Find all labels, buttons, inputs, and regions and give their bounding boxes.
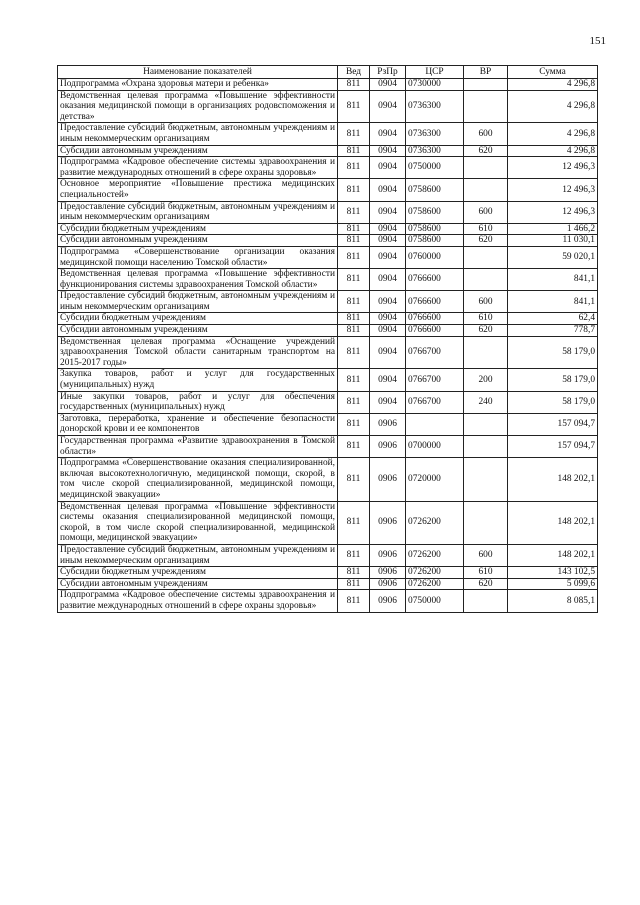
cell-rzpr: 0906 (370, 413, 406, 435)
cell-sum: 12 496,3 (508, 179, 598, 201)
cell-rzpr: 0904 (370, 123, 406, 145)
cell-ved: 811 (338, 201, 370, 223)
cell-vr (464, 90, 508, 123)
cell-name: Предоставление субсидий бюджетным, автономным учреждениям и иным некоммерческим организациям (58, 123, 338, 145)
cell-rzpr: 0904 (370, 235, 406, 247)
cell-rzpr: 0904 (370, 246, 406, 268)
cell-vr: 620 (464, 145, 508, 157)
table-row (58, 436, 598, 458)
cell-csr: 0766600 (406, 269, 464, 291)
cell-csr: 0720000 (406, 458, 464, 501)
cell-sum: 58 179,0 (508, 369, 598, 391)
cell-sum: 4 296,8 (508, 79, 598, 91)
cell-rzpr: 0904 (370, 336, 406, 369)
cell-vr (464, 501, 508, 544)
cell-sum: 4 296,8 (508, 145, 598, 157)
cell-name: Подпрограмма «Кадровое обеспечение системы здравоохранения и развитие международных отношений в сфере охраны здоровья» (58, 157, 338, 179)
cell-rzpr: 0904 (370, 201, 406, 223)
cell-csr (406, 413, 464, 435)
cell-ved: 811 (338, 313, 370, 325)
cell-csr: 0760000 (406, 246, 464, 268)
cell-vr: 620 (464, 578, 508, 590)
header-vr: ВР (464, 66, 508, 79)
cell-name: Государственная программа «Развитие здравоохранения в Томской области» (58, 436, 338, 458)
table-row (58, 336, 598, 369)
cell-csr: 0726200 (406, 578, 464, 590)
cell-name: Ведомственная целевая программа «Оснащение учреждений здравоохранения Томской области санитарным транспортом на 2015-2017 годы» (58, 336, 338, 369)
cell-sum: 58 179,0 (508, 336, 598, 369)
cell-rzpr: 0904 (370, 179, 406, 201)
table-row (58, 567, 598, 579)
cell-ved: 811 (338, 223, 370, 235)
cell-ved: 811 (338, 590, 370, 612)
header-rzpr: РзПр (370, 66, 406, 79)
cell-vr: 600 (464, 544, 508, 566)
cell-sum: 4 296,8 (508, 123, 598, 145)
cell-ved: 811 (338, 269, 370, 291)
cell-vr: 620 (464, 325, 508, 337)
header-ved: Вед (338, 66, 370, 79)
cell-csr: 0750000 (406, 157, 464, 179)
cell-ved: 811 (338, 291, 370, 313)
cell-sum: 1 466,2 (508, 223, 598, 235)
table-row (58, 458, 598, 501)
cell-vr (464, 436, 508, 458)
cell-rzpr: 0906 (370, 544, 406, 566)
table-row (58, 235, 598, 247)
cell-sum: 143 102,5 (508, 567, 598, 579)
cell-sum: 5 099,6 (508, 578, 598, 590)
cell-csr: 0766700 (406, 391, 464, 413)
cell-vr (464, 336, 508, 369)
cell-name: Ведомственная целевая программа «Повышение эффективности системы оказания специализированной медицинской помощи, скорой, в том числе скорой специализированной, медицинской помощи, медицинской эвакуации» (58, 501, 338, 544)
cell-csr: 0758600 (406, 179, 464, 201)
cell-name: Подпрограмма «Кадровое обеспечение системы здравоохранения и развитие международных отношений в сфере охраны здоровья» (58, 590, 338, 612)
cell-sum: 148 202,1 (508, 501, 598, 544)
cell-ved: 811 (338, 501, 370, 544)
cell-vr (464, 246, 508, 268)
table-row (58, 578, 598, 590)
cell-ved: 811 (338, 123, 370, 145)
cell-vr: 620 (464, 235, 508, 247)
cell-name: Субсидии бюджетным учреждениям (58, 567, 338, 579)
cell-ved: 811 (338, 413, 370, 435)
cell-rzpr: 0906 (370, 578, 406, 590)
cell-rzpr: 0904 (370, 325, 406, 337)
table-row (58, 246, 598, 268)
cell-vr: 600 (464, 123, 508, 145)
cell-csr: 0766600 (406, 325, 464, 337)
cell-name: Ведомственная целевая программа «Повышение эффективности оказания медицинской помощи в организациях родовспоможения и детства» (58, 90, 338, 123)
cell-rzpr: 0904 (370, 269, 406, 291)
table-body (58, 79, 598, 613)
cell-ved: 811 (338, 458, 370, 501)
cell-rzpr: 0906 (370, 501, 406, 544)
cell-csr: 0726200 (406, 567, 464, 579)
cell-csr: 0766600 (406, 291, 464, 313)
cell-name: Предоставление субсидий бюджетным, автономным учреждениям и иным некоммерческим организациям (58, 291, 338, 313)
cell-name: Субсидии автономным учреждениям (58, 578, 338, 590)
cell-ved: 811 (338, 325, 370, 337)
cell-ved: 811 (338, 578, 370, 590)
cell-ved: 811 (338, 336, 370, 369)
cell-ved: 811 (338, 567, 370, 579)
cell-sum: 62,4 (508, 313, 598, 325)
cell-sum: 12 496,3 (508, 157, 598, 179)
cell-sum: 4 296,8 (508, 90, 598, 123)
cell-vr: 240 (464, 391, 508, 413)
table-row (58, 369, 598, 391)
table-row (58, 223, 598, 235)
cell-csr: 0758600 (406, 201, 464, 223)
cell-name: Ведомственная целевая программа «Повышение эффективности функционирования системы здравоохранения Томской области» (58, 269, 338, 291)
table-header-row (58, 66, 598, 79)
cell-vr: 610 (464, 567, 508, 579)
cell-vr (464, 590, 508, 612)
cell-name: Субсидии автономным учреждениям (58, 145, 338, 157)
cell-rzpr: 0904 (370, 223, 406, 235)
table-row (58, 269, 598, 291)
cell-sum: 11 030,1 (508, 235, 598, 247)
cell-rzpr: 0904 (370, 313, 406, 325)
cell-ved: 811 (338, 179, 370, 201)
cell-csr: 0736300 (406, 123, 464, 145)
cell-vr (464, 79, 508, 91)
cell-sum: 148 202,1 (508, 544, 598, 566)
table-row (58, 501, 598, 544)
cell-vr: 600 (464, 201, 508, 223)
cell-sum: 841,1 (508, 269, 598, 291)
cell-vr: 600 (464, 291, 508, 313)
cell-name: Предоставление субсидий бюджетным, автономным учреждениям и иным некоммерческим организациям (58, 201, 338, 223)
cell-name: Субсидии автономным учреждениям (58, 325, 338, 337)
cell-name: Подпрограмма «Совершенствование организации оказания медицинской помощи населению Томской области» (58, 246, 338, 268)
cell-name: Закупка товаров, работ и услуг для государственных (муниципальных) нужд (58, 369, 338, 391)
table-row (58, 391, 598, 413)
cell-csr: 0726200 (406, 544, 464, 566)
cell-sum: 8 085,1 (508, 590, 598, 612)
cell-name: Субсидии бюджетным учреждениям (58, 223, 338, 235)
table-row (58, 201, 598, 223)
table-row (58, 313, 598, 325)
cell-name: Подпрограмма «Охрана здоровья матери и ребенка» (58, 79, 338, 91)
cell-name: Подпрограмма «Совершенствование оказания специализированной, включая высокотехнологичную, медицинской помощи, скорой, в том числе скорой специализированной, медицинской помощи, медицинской эвакуации» (58, 458, 338, 501)
table-row (58, 325, 598, 337)
table-row (58, 291, 598, 313)
cell-name: Иные закупки товаров, работ и услуг для обеспечения государственных (муниципальных) нужд (58, 391, 338, 413)
cell-ved: 811 (338, 145, 370, 157)
cell-vr: 200 (464, 369, 508, 391)
cell-rzpr: 0906 (370, 458, 406, 501)
cell-ved: 811 (338, 157, 370, 179)
cell-ved: 811 (338, 369, 370, 391)
cell-csr: 0730000 (406, 79, 464, 91)
cell-vr: 610 (464, 313, 508, 325)
cell-rzpr: 0904 (370, 79, 406, 91)
cell-rzpr: 0906 (370, 590, 406, 612)
cell-csr: 0766700 (406, 336, 464, 369)
table-row (58, 179, 598, 201)
cell-sum: 841,1 (508, 291, 598, 313)
cell-csr: 0736300 (406, 145, 464, 157)
cell-rzpr: 0904 (370, 391, 406, 413)
cell-rzpr: 0904 (370, 369, 406, 391)
table-row (58, 123, 598, 145)
cell-ved: 811 (338, 246, 370, 268)
cell-ved: 811 (338, 436, 370, 458)
cell-name: Основное мероприятие «Повышение престижа медицинских специальностей» (58, 179, 338, 201)
cell-sum: 157 094,7 (508, 436, 598, 458)
cell-sum: 148 202,1 (508, 458, 598, 501)
cell-csr: 0750000 (406, 590, 464, 612)
cell-csr: 0766700 (406, 369, 464, 391)
cell-name: Предоставление субсидий бюджетным, автономным учреждениям и иным некоммерческим организациям (58, 544, 338, 566)
cell-csr: 0726200 (406, 501, 464, 544)
cell-rzpr: 0906 (370, 436, 406, 458)
cell-sum: 12 496,3 (508, 201, 598, 223)
cell-vr (464, 157, 508, 179)
table-row (58, 413, 598, 435)
cell-vr (464, 269, 508, 291)
table-row (58, 544, 598, 566)
table-row (58, 79, 598, 91)
budget-table (57, 65, 598, 613)
cell-csr: 0758600 (406, 223, 464, 235)
page-number: 151 (589, 35, 606, 47)
cell-ved: 811 (338, 90, 370, 123)
cell-rzpr: 0906 (370, 567, 406, 579)
header-sum: Сумма (508, 66, 598, 79)
table-row (58, 145, 598, 157)
cell-ved: 811 (338, 391, 370, 413)
cell-csr: 0758600 (406, 235, 464, 247)
cell-vr (464, 413, 508, 435)
cell-vr (464, 458, 508, 501)
cell-ved: 811 (338, 235, 370, 247)
cell-ved: 811 (338, 544, 370, 566)
table-row (58, 90, 598, 123)
cell-rzpr: 0904 (370, 291, 406, 313)
cell-sum: 157 094,7 (508, 413, 598, 435)
cell-rzpr: 0904 (370, 145, 406, 157)
cell-vr: 610 (464, 223, 508, 235)
cell-csr: 0700000 (406, 436, 464, 458)
cell-name: Субсидии бюджетным учреждениям (58, 313, 338, 325)
cell-csr: 0736300 (406, 90, 464, 123)
cell-sum: 778,7 (508, 325, 598, 337)
header-name: Наименование показателей (58, 66, 338, 79)
cell-name: Субсидии автономным учреждениям (58, 235, 338, 247)
cell-vr (464, 179, 508, 201)
header-csr: ЦСР (406, 66, 464, 79)
cell-ved: 811 (338, 79, 370, 91)
cell-rzpr: 0904 (370, 90, 406, 123)
cell-sum: 59 020,1 (508, 246, 598, 268)
table-row (58, 157, 598, 179)
cell-csr: 0766600 (406, 313, 464, 325)
cell-rzpr: 0904 (370, 157, 406, 179)
cell-sum: 58 179,0 (508, 391, 598, 413)
cell-name: Заготовка, переработка, хранение и обеспечение безопасности донорской крови и ее компонентов (58, 413, 338, 435)
table-row (58, 590, 598, 612)
